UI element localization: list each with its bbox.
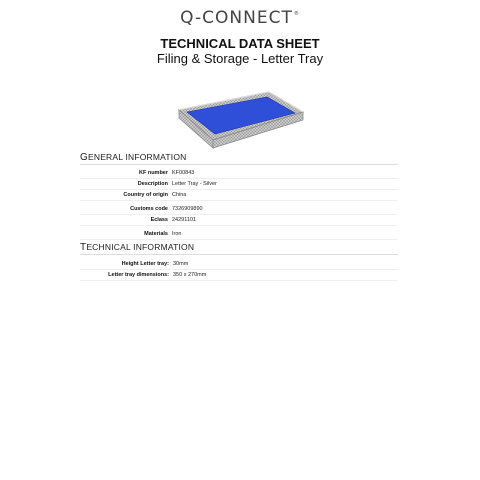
page-subtitle: Filing & Storage - Letter Tray — [156, 51, 324, 66]
section-heading-technical: TECHNICAL INFORMATION — [80, 242, 398, 255]
logo-text: Q-CONNECT — [180, 8, 293, 28]
table-row: KF number KF00843 — [80, 168, 398, 179]
general-info-table — [80, 168, 398, 240]
table-row: Letter tray dimensions: 350 x 270mm — [80, 270, 398, 281]
product-image — [173, 88, 307, 150]
brand-logo — [0, 8, 480, 28]
table-row: Materials Iron — [80, 229, 398, 240]
table-row: Height Letter tray: 30mm — [80, 259, 398, 270]
logo-mark: ® — [293, 11, 300, 17]
page-title: TECHNICAL DATA SHEET — [160, 36, 320, 51]
table-row: Eclass 24291101 — [80, 215, 398, 226]
table-row: Country of origin China — [80, 190, 398, 201]
section-heading-general: GENERAL INFORMATION — [80, 152, 398, 165]
table-row: Description Letter Tray - Silver — [80, 179, 398, 190]
technical-info-table — [80, 259, 398, 281]
table-row: Customs code 7326909890 — [80, 204, 398, 215]
